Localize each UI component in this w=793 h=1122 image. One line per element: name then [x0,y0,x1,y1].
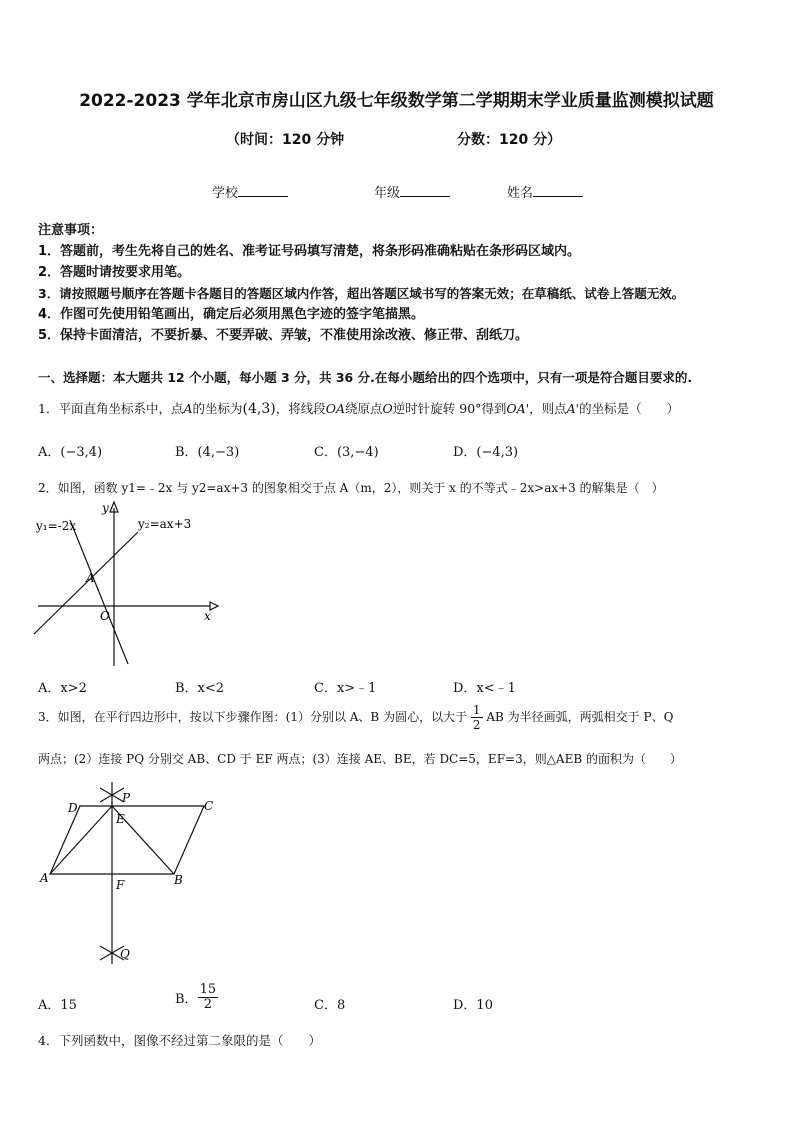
q3-option-b-fraction: $\frac{15}{2}$ [199,982,217,1012]
origin-label: O [100,609,110,623]
notes-heading: 注意事项： [38,223,104,238]
segment-ae [50,806,112,874]
x-axis-arrow [210,602,218,610]
parallelogram [50,806,204,874]
label-f: F [116,878,125,892]
x-axis-label: x [204,609,211,623]
q1-option-c[interactable]: C．(3,−4) [314,445,379,460]
note-item: 2．答题时请按要求用笔。 [38,265,191,280]
name-label: 姓名 [507,186,534,201]
q3-figure [36,778,226,978]
notes-block [38,220,684,346]
section-1-heading: 一、选择题：本大题共 12 个小题，每小题 3 分，共 36 分.在每小题给出的四个选项中，只有一项是符合题目要求的. [38,370,693,385]
q3-option-c[interactable]: C．8 [314,998,346,1013]
label-p: P [122,791,131,805]
q1-option-d[interactable]: D．(−4,3) [453,445,519,460]
label-q: Q [120,947,130,961]
y1-label: y₁=-2x [36,519,77,533]
question-1: 1．平面直角坐标系中，点A的坐标为(4,3)，将线段OA绕原点O逆时针旋转 90°得到OA'，则点A'的坐标是（ ） [38,401,680,417]
page-title: 2022-2023 学年北京市房山区九级七年级数学第二学期期末学业质量监测模拟试题 [79,91,714,111]
school-field[interactable] [212,182,288,201]
label-e: E [116,812,125,826]
question-4: 4．下列函数中，图像不经过第二象限的是（ ） [38,1033,321,1048]
name-field[interactable] [507,182,583,201]
q1-option-a[interactable]: A．(−3,4) [38,445,103,460]
q2-graph [30,498,220,670]
grade-label: 年级 [374,186,401,201]
note-item: 5．保持卡面清洁，不要折暴、不要弄破、弄皱，不准使用涂改液、修正带、刮纸刀。 [38,328,529,343]
q3-option-d[interactable]: D．10 [453,998,493,1013]
q2-option-b[interactable]: B．x<2 [175,681,225,696]
grade-blank[interactable] [400,184,450,197]
label-d: D [68,801,78,815]
q3-option-b[interactable]: B． $\frac{15}{2}$ [175,982,217,1012]
q1-option-b[interactable]: B．(4,−3) [175,445,240,460]
label-c: C [204,799,214,813]
fraction-half: $\frac{1}{2}$ [472,703,481,732]
q3-option-a[interactable]: A．15 [38,998,77,1013]
q2-option-a[interactable]: A．x>2 [38,681,87,696]
time-label: （时间：120 分钟 [226,132,345,148]
note-item: 4．作图可先使用铅笔画出，确定后必须用黑色字迹的签字笔描黑。 [38,307,425,322]
q2-option-c[interactable]: C．x>﹣1 [314,681,377,696]
question-3-line-2: 两点；(2）连接 PQ 分别交 AB、CD 于 EF 两点；(3）连接 AE、BE，若 DC=5，EF=3，则△AEB 的面积为（ ） [38,752,682,766]
note-item: 1．答题前，考生先将自己的姓名、准考证号码填写清楚，将条形码准确粘贴在条形码区域内。 [38,244,581,259]
label-b: B [174,873,183,887]
school-label: 学校 [212,186,239,201]
school-blank[interactable] [238,184,288,197]
question-3-line-1: 3．如图，在平行四边形中，按以下步骤作图：(1）分别以 A、B 为圆心，以大于 $\frac{1}{2}$ AB 为半径画弧，两弧相交于 P、Q [38,703,674,732]
y2-label: y₂=ax+3 [138,517,192,531]
q2-option-d[interactable]: D．x<﹣1 [453,681,516,696]
point-a-label: A [86,571,95,585]
grade-field[interactable] [374,182,450,201]
y-axis-label: y [102,501,109,515]
score-label: 分数：120 分） [457,132,562,148]
line-y1 [70,520,128,664]
note-item: 3．请按照题号顺序在答题卡各题目的答题区域内作答，超出答题区域书写的答案无效；在草稿纸、试卷上答题无效。 [38,286,685,301]
label-a: A [40,871,49,885]
name-blank[interactable] [533,184,583,197]
question-2: 2．如图，函数 y1=﹣2x 与 y2=ax+3 的图象相交于点 A（m，2），则关于 x 的不等式﹣2x>ax+3 的解集是（ ） [38,481,664,495]
